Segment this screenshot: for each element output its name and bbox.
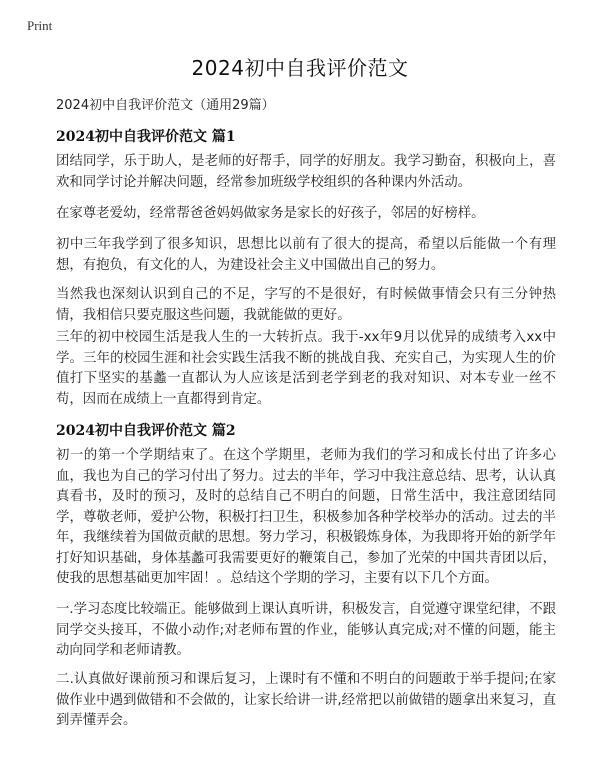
section-heading-2: 2024初中自我评价范文 篇2 bbox=[56, 423, 236, 439]
document-subtitle: 2024初中自我评价范文（通用29篇） bbox=[56, 98, 275, 113]
paragraph: 在家尊老爱幼，经常帮爸爸妈妈做家务是家长的好孩子，邻居的好榜样。 bbox=[56, 206, 485, 221]
paragraph: 初一的第一个学期结束了。在这个学期里，老师为我们的学习和成长付出了许多心血，我也为自己的学习付出了努力。过去的半年，学习中我注意总结、思考，认认真真看书，及时的预习，及时的总结自己不明白的问题，日常生活中，我注意团结同学，尊敬老师，爱护公物，积极打扫卫生，积极参加各种学校举办的活动。过去的半年，我继续着为国做贡献的思想。努力学习，积极锻炼身体，为我即将开始的新学年打好知识基础，身体基蠡可我需要更好的鞭策自己，参加了光荣的中国共青团以后，使我的思想基础更加牢固！。总结这个学期的学习，主要有以下几个方面。 bbox=[56, 448, 556, 586]
page-title: 2024初中自我评价范文 bbox=[191, 56, 409, 80]
paragraph: 团结同学，乐于助人，是老师的好帮手，同学的好朋友。我学习勤奋，积极向上，喜欢和同学讨论并解决问题，经常参加班级学校组织的各种课内外活动。 bbox=[56, 154, 556, 190]
paragraph: 初中三年我学到了很多知识，思想比以前有了很大的提高，希望以后能做一个有理想，有抱负，有文化的人，为建设社会主义中国做出自己的努力。 bbox=[56, 237, 556, 273]
paragraph: 二.认真做好课前预习和课后复习，上课时有不懂和不明白的问题敢于举手提问;在家做作业中遇到做错和不会做的，让家长给讲一讲,经常把以前做错的题拿出来复习，直到弄懂弄会。 bbox=[56, 672, 556, 728]
paragraph: 三年的初中校园生活是我人生的一大转折点。我于-xx年9月以优异的成绩考入xx中学。三年的校园生涯和社会实践生活我不断的挑战自我、充实自己，为实现人生的价值打下坚实的基蠡一直都认为人应该是活到老学到老的我对知识、对本专业一丝不苟，因而在成绩上一直都得到肯定。 bbox=[56, 330, 556, 407]
paragraph: 一.学习态度比较端正。能够做到上课认真听讲，积极发言，自觉遵守课堂纪律，不跟同学交头接耳，不做小动作;对老师布置的作业，能够认真完成;对不懂的问题，能主动向同学和老师请教。 bbox=[56, 602, 556, 658]
paragraph: 当然我也深刻认识到自己的不足，字写的不是很好，有时候做事情会只有三分钟热情，我相信只要克服这些问题，我就能做的更好。 bbox=[56, 287, 556, 323]
section-heading-1: 2024初中自我评价范文 篇1 bbox=[56, 129, 236, 145]
print-link[interactable]: Print bbox=[27, 18, 53, 33]
